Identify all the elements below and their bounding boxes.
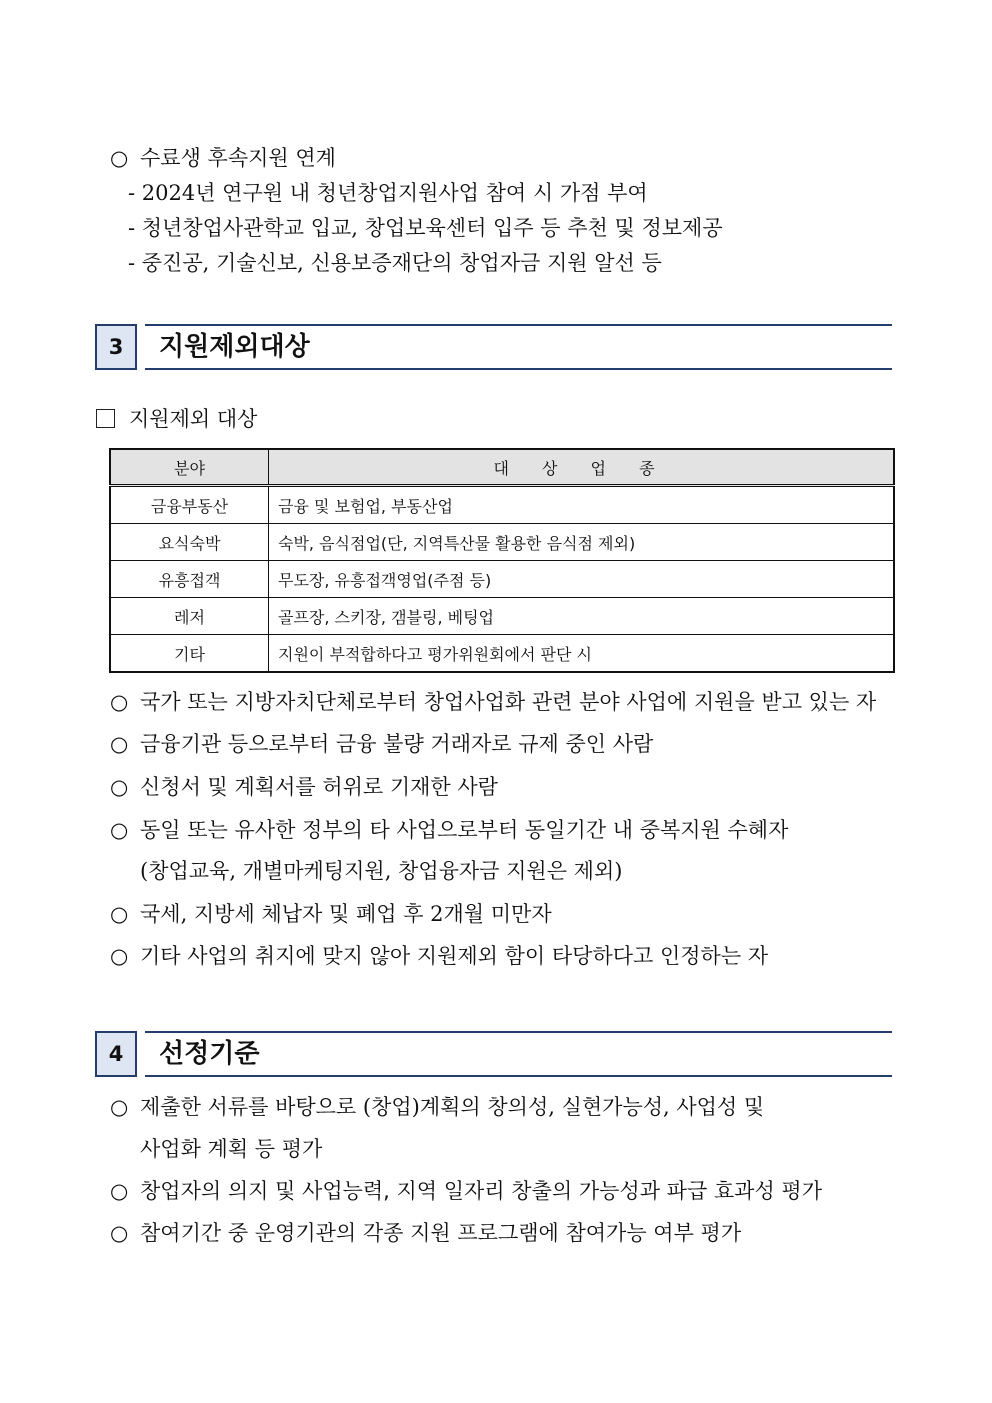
exclusion-bullet [110,688,876,716]
followup-title [110,144,336,172]
exclusion-bullet-text: 동일 또는 유사한 정부의 타 사업으로부터 동일기간 내 중복지원 수혜자 [140,818,789,842]
section-4-header [95,1031,892,1077]
bullet-circle: ○ [110,1095,129,1119]
exclusion-bullet [110,773,498,801]
bullet-circle: ○ [110,1179,129,1203]
criteria-bullet-text: 참여기간 중 운영기관의 각종 지원 프로그램에 참여가능 여부 평가 [140,1221,742,1245]
section-title: 선정기준 [159,1039,260,1069]
table-cell-field: 요식숙박 [110,524,269,561]
criteria-bullet [110,1219,741,1247]
table-cell-industry: 무도장, 유흥접객영업(주점 등) [269,561,895,598]
bullet-circle: ○ [110,944,129,968]
table-cell-field: 레저 [110,598,269,635]
exclusion-bullet-continuation: (창업교육, 개별마케팅지원, 창업융자금 지원은 제외) [140,859,623,883]
section-3-header [95,324,892,370]
table-cell-field: 유흥접객 [110,561,269,598]
bullet-circle: ○ [110,1221,129,1245]
section-number: 4 [95,1031,137,1077]
bullet-circle: ○ [110,902,129,926]
criteria-bullet [110,1177,822,1205]
exclusion-subhead [96,405,257,433]
table-row [110,635,894,673]
followup-item: - 청년창업사관학교 입교, 창업보육센터 입주 등 추천 및 정보제공 [128,216,723,240]
table-cell-field: 기타 [110,635,269,673]
exclusion-bullet-text: 기타 사업의 취지에 맞지 않아 지원제외 함이 타당하다고 인정하는 자 [140,944,769,968]
table-row [110,598,894,635]
criteria-bullet-text: 창업자의 의지 및 사업능력, 지역 일자리 창출의 가능성과 파급 효과성 평가 [140,1179,823,1203]
table-cell-industry: 골프장, 스키장, 갬블링, 베팅업 [269,598,895,635]
bullet-circle: ○ [110,146,129,170]
table-cell-industry: 숙박, 음식점업(단, 지역특산물 활용한 음식점 제외) [269,524,895,561]
bullet-circle: ○ [110,690,129,714]
followup-title-text: 수료생 후속지원 연계 [140,146,336,170]
table-cell-industry: 금융 및 보험업, 부동산업 [269,486,895,524]
column-header-industry: 대 상 업 종 [269,449,895,486]
criteria-bullet [110,1093,764,1121]
exclusion-bullet [110,942,768,970]
bullet-circle: ○ [110,732,129,756]
checkbox-square-icon [96,409,115,428]
exclusion-bullet [110,816,788,844]
exclusion-bullet-text: 금융기관 등으로부터 금융 불량 거래자로 규제 중인 사람 [140,732,654,756]
column-header-field: 분야 [110,449,269,486]
table-row [110,524,894,561]
table-cell-industry: 지원이 부적합하다고 평가위원회에서 판단 시 [269,635,895,673]
followup-item: - 중진공, 기술신보, 신용보증재단의 창업자금 지원 알선 등 [128,251,662,275]
exclusion-bullet-text: 신청서 및 계획서를 허위로 기재한 사람 [140,775,498,799]
exclusion-table [109,448,895,673]
criteria-bullet-continuation: 사업화 계획 등 평가 [140,1137,323,1161]
exclusion-bullet [110,730,653,758]
table-row [110,486,894,524]
criteria-bullet-text: 제출한 서류를 바탕으로 (창업)계획의 창의성, 실현가능성, 사업성 및 [140,1095,765,1119]
section-title: 지원제외대상 [159,332,310,362]
table-row [110,561,894,598]
section-title-bar [145,324,892,370]
section-number: 3 [95,324,137,370]
table-header-row [110,449,894,486]
followup-item: - 2024년 연구원 내 청년창업지원사업 참여 시 가점 부여 [128,181,648,205]
exclusion-bullet-text: 국가 또는 지방자치단체로부터 창업사업화 관련 분야 사업에 지원을 받고 있는 자 [140,690,877,714]
exclusion-bullet-text: 국세, 지방세 체납자 및 폐업 후 2개월 미만자 [140,902,552,926]
bullet-circle: ○ [110,818,129,842]
exclusion-bullet [110,900,552,928]
exclusion-subhead-text: 지원제외 대상 [129,407,258,431]
table-cell-field: 금융부동산 [110,486,269,524]
bullet-circle: ○ [110,775,129,799]
section-title-bar [145,1031,892,1077]
